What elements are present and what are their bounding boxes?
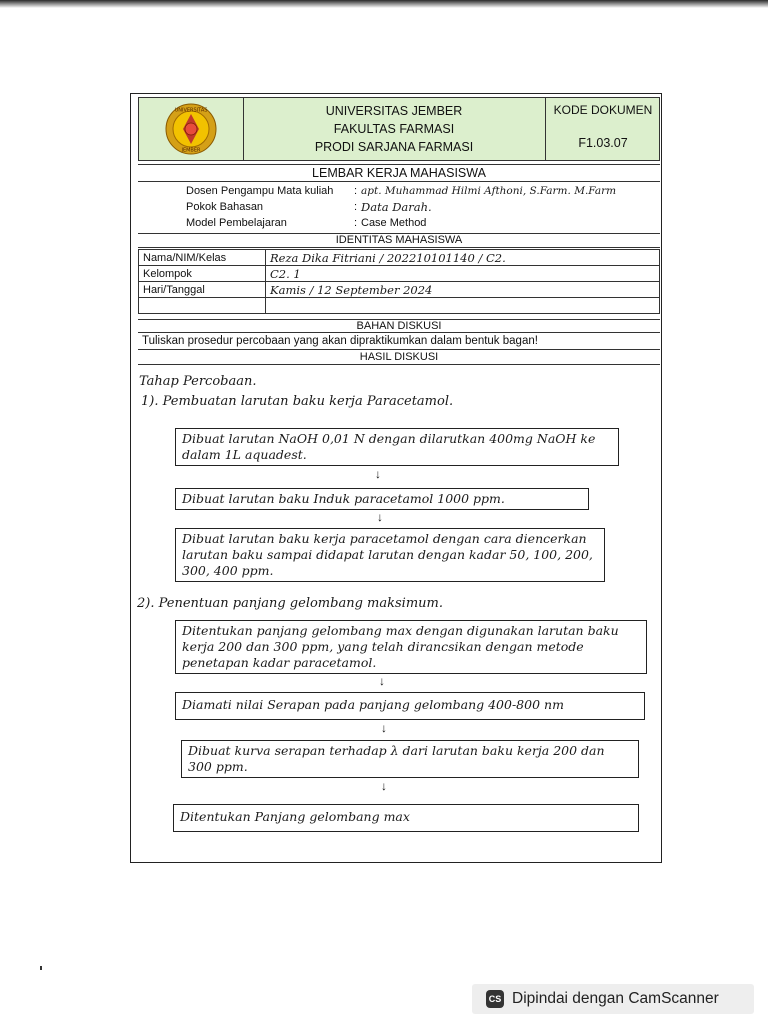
course-info bbox=[138, 182, 660, 234]
step-box: Dibuat kurva serapan terhadap λ dari larutan baku kerja 200 dan 300 ppm. bbox=[181, 740, 639, 778]
institution-cell bbox=[243, 98, 546, 160]
identity-title: IDENTITAS MAHASISWA bbox=[138, 234, 660, 248]
info-value: Case Method bbox=[361, 217, 427, 229]
table-row bbox=[139, 250, 660, 266]
worksheet-title: LEMBAR KERJA MAHASISWA bbox=[138, 164, 660, 182]
table-row bbox=[139, 298, 660, 314]
document-code-value: F1.03.07 bbox=[578, 136, 628, 150]
step-box: Dibuat larutan baku Induk paracetamol 1000 ppm. bbox=[175, 488, 589, 510]
step-box: Diamati nilai Serapan pada panjang gelombang 400-800 nm bbox=[175, 692, 645, 720]
document-code-cell bbox=[545, 98, 661, 160]
discussion-result-title: HASIL DISKUSI bbox=[138, 351, 660, 365]
identity-value: Kamis / 12 September 2024 bbox=[266, 282, 660, 298]
camscanner-text: Dipindai dengan CamScanner bbox=[512, 990, 719, 1007]
info-colon: : bbox=[354, 201, 358, 213]
step-box: Dibuat larutan NaOH 0,01 N dengan dilarutkan 400mg NaOH ke dalam 1L aquadest. bbox=[175, 428, 619, 466]
university-name: UNIVERSITAS JEMBER bbox=[325, 104, 463, 118]
document-header bbox=[138, 97, 660, 161]
scan-top-edge bbox=[0, 0, 768, 8]
info-label: Pokok Bahasan bbox=[186, 201, 264, 213]
identity-label: Kelompok bbox=[139, 266, 266, 282]
info-lecturer bbox=[186, 183, 617, 199]
info-label: Model Pembelajaran bbox=[186, 217, 287, 229]
camscanner-icon: CS bbox=[486, 990, 504, 1008]
step-box: Ditentukan Panjang gelombang max bbox=[173, 804, 639, 832]
info-value: Data Darah. bbox=[361, 200, 432, 214]
section-1-title: 1). Pembuatan larutan baku kerja Paracetamol. bbox=[141, 394, 454, 409]
info-model bbox=[186, 215, 427, 231]
flow-arrow: ↓ bbox=[381, 779, 387, 793]
flow-arrow: ↓ bbox=[379, 674, 385, 688]
identity-label: Hari/Tanggal bbox=[139, 282, 266, 298]
scan-artifact bbox=[40, 966, 42, 970]
worksheet bbox=[130, 93, 662, 863]
discussion-instruction: Tuliskan prosedur percobaan yang akan dipraktikumkan dalam bentuk bagan! bbox=[138, 334, 660, 350]
info-topic bbox=[186, 199, 432, 215]
flow-arrow: ↓ bbox=[377, 510, 383, 524]
program-name: PRODI SARJANA FARMASI bbox=[314, 140, 474, 154]
camscanner-watermark bbox=[472, 984, 754, 1014]
document-code-label: KODE DOKUMEN bbox=[553, 103, 653, 117]
info-colon: : bbox=[354, 217, 358, 229]
identity-value: Reza Dika Fitriani / 202210101140 / C2. bbox=[266, 250, 660, 266]
table-row bbox=[139, 266, 660, 282]
identity-table bbox=[138, 249, 660, 314]
step-box: Dibuat larutan baku kerja paracetamol dengan cara diencerkan larutan baku sampai didapat larutan dengan kadar 50, 100, 200, 300, 400 ppm. bbox=[175, 528, 605, 582]
university-logo bbox=[165, 103, 217, 155]
step-box: Ditentukan panjang gelombang max dengan digunakan larutan baku kerja 200 dan 300 ppm, yang telah dirancsikan dengan metode penetapan kadar paracetamol. bbox=[175, 620, 647, 674]
identity-value bbox=[266, 298, 660, 314]
info-colon: : bbox=[354, 185, 358, 197]
logo-text-bottom: JEMBER bbox=[181, 147, 201, 154]
table-row bbox=[139, 282, 660, 298]
logo-cell bbox=[139, 98, 244, 160]
discussion-material-title: BAHAN DISKUSI bbox=[138, 319, 660, 333]
flow-arrow: ↓ bbox=[375, 467, 381, 481]
identity-label bbox=[139, 298, 266, 314]
identity-value: C2. 1 bbox=[266, 266, 660, 282]
faculty-name: FAKULTAS FARMASI bbox=[333, 122, 455, 136]
section-2-title: 2). Penentuan panjang gelombang maksimum. bbox=[137, 596, 443, 611]
flow-arrow: ↓ bbox=[381, 721, 387, 735]
info-value: apt. Muhammad Hilmi Afthoni, S.Farm. M.Farm bbox=[361, 185, 617, 197]
procedure-heading: Tahap Percobaan. bbox=[139, 374, 257, 389]
identity-label: Nama/NIM/Kelas bbox=[139, 250, 266, 266]
logo-text-top: UNIVERSITAS bbox=[174, 107, 208, 114]
info-label: Dosen Pengampu Mata kuliah bbox=[186, 185, 334, 197]
